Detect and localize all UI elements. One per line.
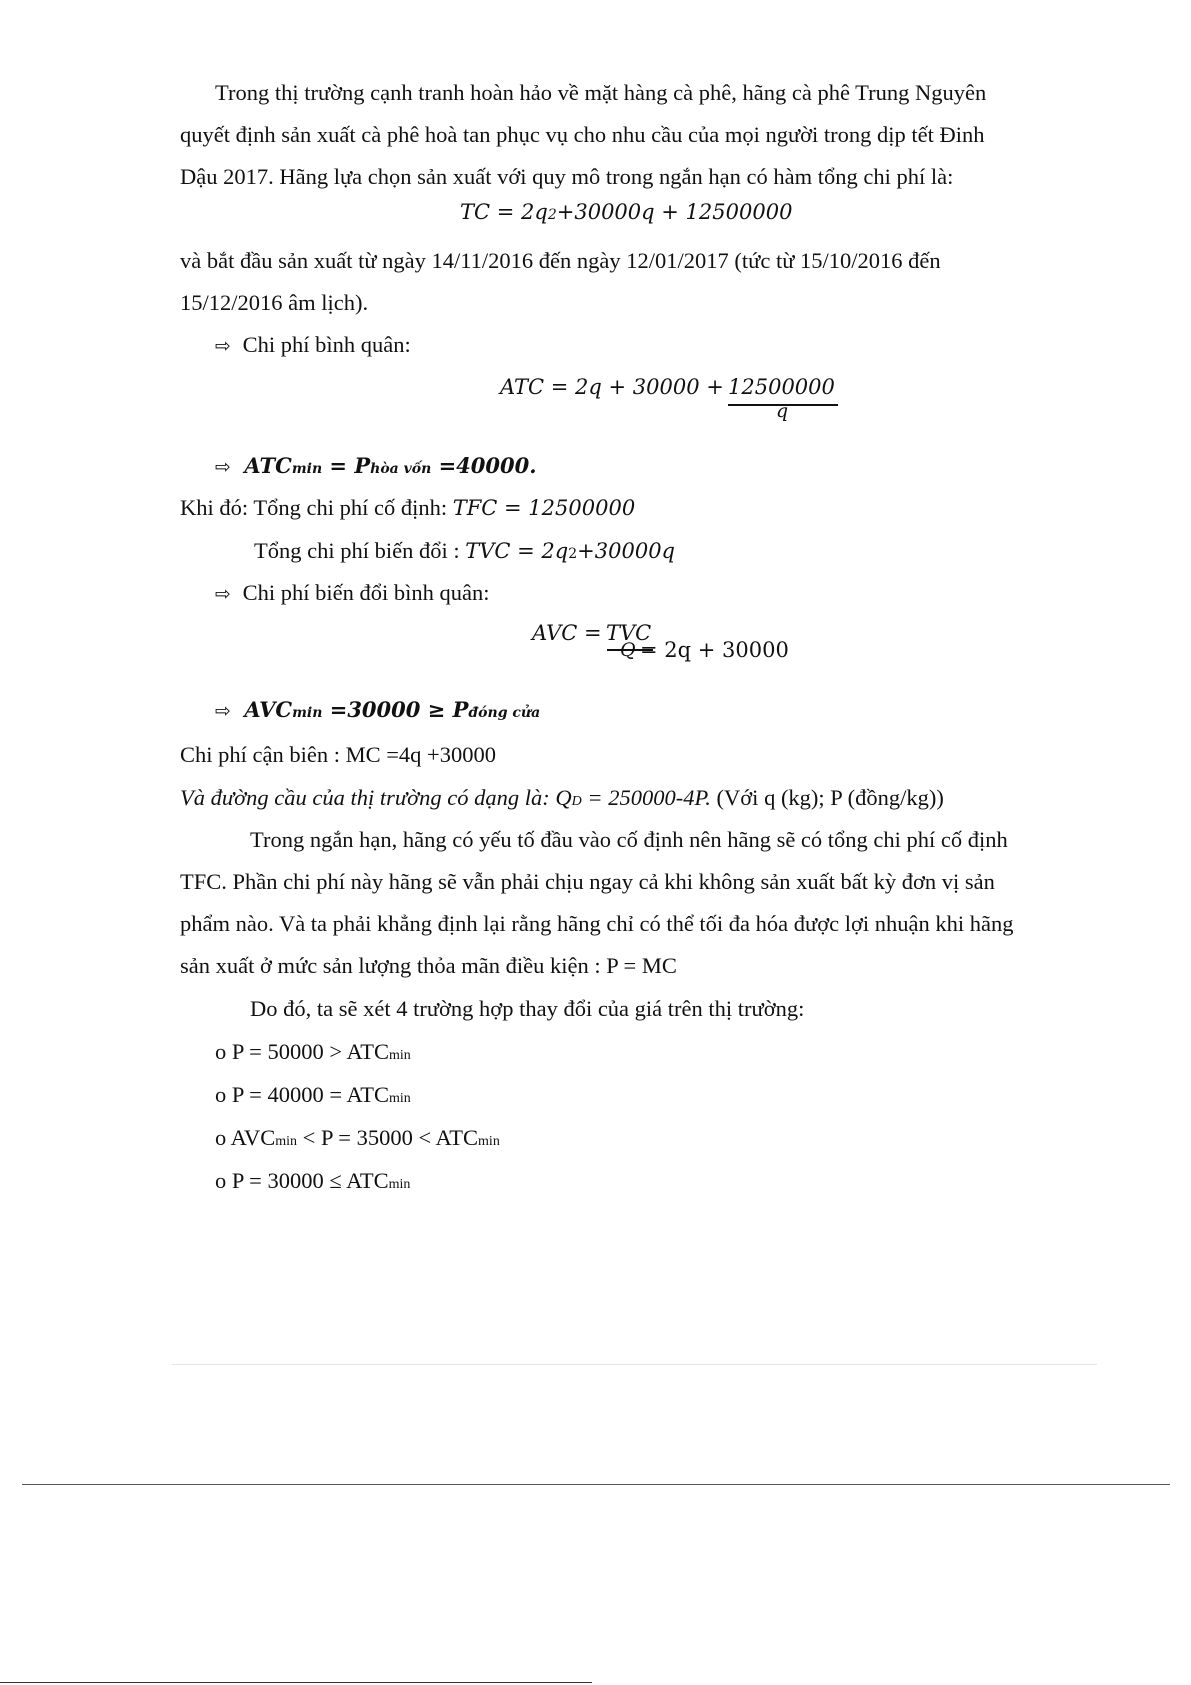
- body-line-1: Trong ngắn hạn, hãng có yếu tố đầu vào cố định nên hãng sẽ có tổng chi phí cố định: [250, 827, 1008, 852]
- demand-units: (Với q (kg); P (đồng/kg)): [710, 785, 944, 810]
- avc-min-subscript: min: [292, 705, 323, 721]
- tfc-formula: TFC = 12500000: [452, 496, 636, 520]
- intro-line-2: quyết định sản xuất cà phê hoà tan phục vụ cho nhu cầu của mọi người trong dịp tết Đinh: [180, 122, 985, 147]
- arrow-icon: ⇨: [215, 335, 231, 357]
- body-line-4: sản xuất ở mức sản lượng thỏa mãn điều kiện : P = MC: [180, 953, 677, 978]
- cases-intro: Do đó, ta sẽ xét 4 trường hợp thay đổi của giá trên thị trường:: [250, 996, 805, 1021]
- case-text: P = 30000 ≤ ATC: [231, 1168, 389, 1193]
- arrow-icon: ⇨: [215, 583, 231, 605]
- bullet-icon: o: [215, 1039, 227, 1064]
- case-subscript: min: [388, 1177, 411, 1192]
- arrow-icon: ⇨: [215, 700, 231, 722]
- case-text: P = 40000 = ATC: [231, 1082, 389, 1107]
- demand-equation: = 250000-4P.: [581, 785, 711, 810]
- p-breakeven-subscript: hòa vốn: [370, 461, 432, 477]
- tc-formula: [460, 199, 792, 228]
- avc-formula-lhs: AVC =: [532, 621, 602, 645]
- case-subscript: min: [388, 1091, 411, 1106]
- tfc-line: [180, 495, 635, 521]
- body-line-3: phẩm nào. Và ta phải khẳng định lại rằng hãng chỉ có thể tối đa hóa được lợi nhuận khi hãng: [180, 911, 1014, 936]
- demand-italic: Và đường cầu của thị trường có dạng là: Q: [180, 785, 572, 810]
- atc-formula-lhs: ATC = 2q + 30000 +: [500, 375, 724, 399]
- case-item: [215, 1039, 411, 1069]
- footer-divider-light: [172, 1364, 1097, 1365]
- period-line-1: và bắt đầu sản xuất từ ngày 14/11/2016 đến ngày 12/01/2017 (tức từ 15/10/2016 đến: [180, 248, 941, 273]
- case-prefix: AVC: [230, 1125, 276, 1150]
- case-text: P = 50000 > ATC: [231, 1039, 389, 1064]
- bullet-icon: o: [215, 1168, 227, 1193]
- avc-formula-denominator: Q: [620, 639, 636, 661]
- atc-formula-numerator: 12500000: [728, 375, 835, 399]
- demand-line: [180, 785, 944, 815]
- tc-formula-exponent: 2: [547, 207, 557, 223]
- arrow-icon: ⇨: [215, 456, 231, 478]
- page-divider: [22, 1484, 1170, 1485]
- avc-formula-numerator: TVC: [606, 621, 652, 645]
- demand-subscript: D: [571, 794, 582, 809]
- mc-line: Chi phí cận biên : MC =4q +30000: [180, 742, 496, 767]
- avc-min-line: [215, 697, 540, 726]
- atc-label: Chi phí bình quân:: [242, 332, 411, 357]
- case-text: < P = 35000 < ATC: [297, 1125, 479, 1150]
- case-item: [215, 1082, 411, 1112]
- atc-min-subscript: min: [291, 461, 323, 477]
- case-prefix-subscript: min: [275, 1134, 298, 1149]
- atc-min-line: [215, 453, 537, 482]
- tc-formula-rhs: +30000q + 12500000: [556, 200, 793, 224]
- intro-line-3: Dậu 2017. Hãng lựa chọn sản xuất với quy mô trong ngắn hạn có hàm tổng chi phí là:: [180, 164, 954, 189]
- period-line-2: 15/12/2016 âm lịch).: [180, 290, 369, 315]
- case-item: [215, 1125, 500, 1155]
- case-subscript: min: [478, 1134, 500, 1149]
- body-line-2: TFC. Phần chi phí này hãng sẽ vẫn phải chịu ngay cả khi không sản xuất bất kỳ đơn vị sản: [180, 869, 995, 894]
- atc-min-value: =40000.: [431, 453, 537, 478]
- tfc-label: Khi đó: Tổng chi phí cố định:: [180, 495, 453, 520]
- tvc-formula-lhs: TVC = 2q: [465, 539, 569, 563]
- tvc-formula-rhs: +30000q: [577, 539, 675, 563]
- case-item: [215, 1168, 410, 1198]
- bullet-icon: o: [215, 1125, 227, 1150]
- atc-formula-denominator: q: [776, 400, 789, 422]
- atc-min-equals-p: = P: [322, 453, 371, 478]
- avc-min-symbol: AVC: [244, 697, 293, 722]
- tvc-line: [254, 538, 675, 567]
- atc-label-line: [215, 332, 411, 359]
- avc-formula-rhs: = 2q + 30000: [640, 638, 789, 662]
- intro-line-1: Trong thị trường cạnh tranh hoàn hảo về mặt hàng cà phê, hãng cà phê Trung Nguyên: [215, 80, 987, 105]
- bottom-edge-rule: [0, 1682, 592, 1683]
- bullet-icon: o: [215, 1082, 227, 1107]
- avc-label-line: [215, 580, 490, 607]
- case-subscript: min: [388, 1048, 411, 1063]
- avc-min-value: =30000 ≥ P: [322, 697, 469, 722]
- tvc-formula-exponent: 2: [568, 546, 578, 562]
- tvc-label: Tổng chi phí biến đổi :: [254, 538, 466, 563]
- p-shutdown-subscript: đóng cửa: [468, 705, 541, 721]
- tc-formula-lhs: TC = 2q: [460, 200, 548, 224]
- atc-min-symbol: ATC: [244, 453, 292, 478]
- avc-label: Chi phí biến đổi bình quân:: [242, 580, 490, 605]
